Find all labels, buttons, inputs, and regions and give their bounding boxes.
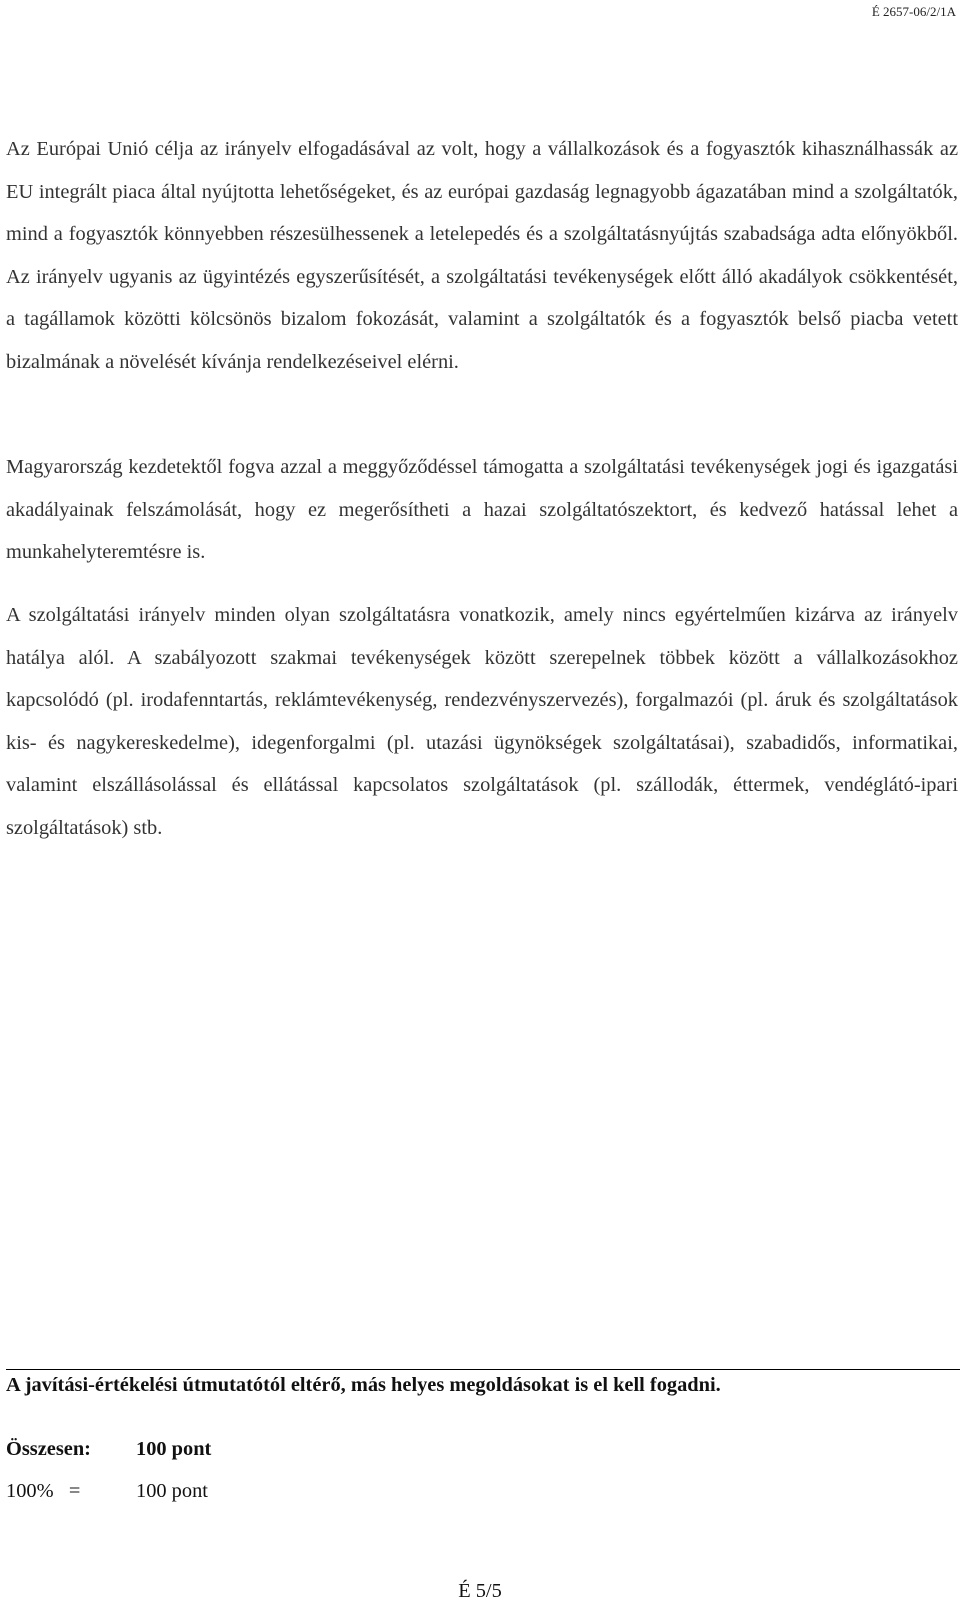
horizontal-divider — [6, 1369, 960, 1370]
percent-value: 100 pont — [136, 1480, 208, 1502]
paragraph-hungary: Magyarország kezdetektől fogva azzal a meggyőződéssel támogatta a szolgáltatási tevékenységek jogi és igazgatási akadályainak felszámolását, hogy ez megerősítheti a hazai szolgáltatószektort, és kedvező hatással lehet a munkahelyteremtésre is. — [6, 456, 958, 563]
page-number: É 5/5 — [458, 1580, 502, 1602]
paragraph-scope: A szolgáltatási irányelv minden olyan szolgáltatásra vonatkozik, amely nincs egyértelműen kizárva az irányelv hatálya alól. A szabályozott szakmai tevékenységek között szerepelnek többek között a vállalkozásokhoz kapcsolódó (pl. irodafenntartás, reklámtevékenység, rendezvényszervezés), forgalmazói (pl. áruk és szolgáltatások kis- és nagykereskedelme), idegenforgalmi (pl. utazási ügynökségek szolgáltatásai), szabadidős, informatikai, valamint elszállásolással és ellátással kapcsolatos szolgáltatások (pl. szállodák, éttermek, vendéglátó-ipari szolgáltatások) stb. — [6, 604, 958, 839]
evaluation-note: A javítási-értékelési útmutatótól eltérő, más helyes megoldásokat is el kell fogadni. — [6, 1374, 721, 1396]
document-code: É 2657-06/2/1A — [871, 4, 956, 19]
total-value: 100 pont — [136, 1438, 212, 1460]
total-label: Összesen: — [6, 1438, 91, 1460]
percent-score-row — [6, 1480, 208, 1503]
paragraph-eu-directive: Az Európai Unió célja az irányelv elfogadásával az volt, hogy a vállalkozások és a fogyasztók kihasználhassák az EU integrált piaca által nyújtotta lehetőségeket, és az európai gazdaság legnagyobb ágazatában mind a szolgáltatók, mind a fogyasztók könnyebben részesülhessenek a letelepedés és a szolgáltatásnyújtás szabadsága adta előnyökből. Az irányelv ugyanis az ügyintézés egyszerűsítését, a szolgáltatási tevékenységek előtt álló akadályok csökkentését, a tagállamok közötti kölcsönös bizalom fokozását, valamint a szolgáltatók és a fogyasztók belső piacba vetett bizalmának a növelését kívánja rendelkezéseivel elérni. — [6, 138, 958, 373]
percent-label: 100% = — [6, 1480, 81, 1502]
total-score-row — [6, 1438, 211, 1461]
